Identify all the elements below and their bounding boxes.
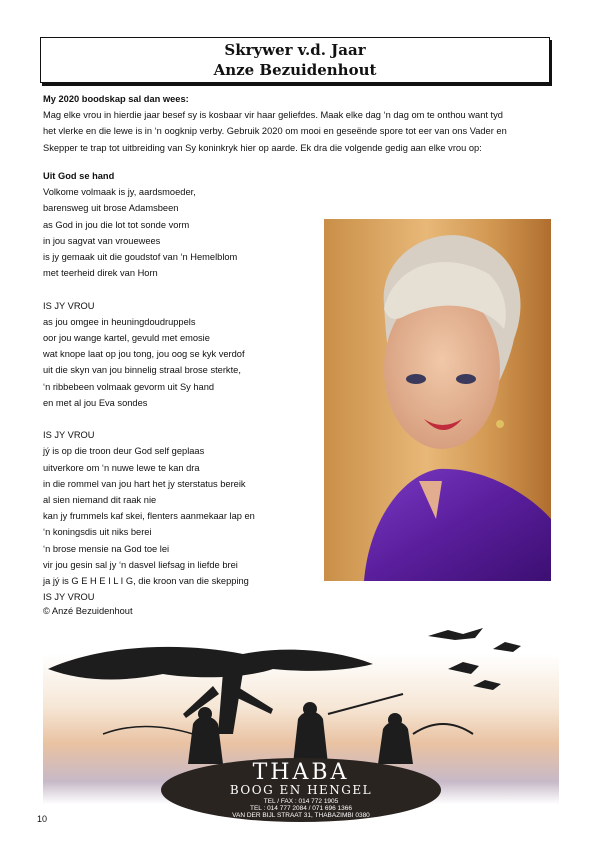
title-line-1: Skrywer v.d. Jaar — [224, 41, 366, 59]
ad-tagline: BOOG EN HENGEL — [229, 783, 373, 797]
poem-line: in jou sagvat van vrouewees — [43, 235, 161, 246]
poem-line: jý is op die troon deur God self geplaas — [43, 446, 205, 457]
poem-line: uit die skyn van jou binnelig straal brose sterkte, — [43, 365, 241, 376]
poem-line: as God in jou die lot tot sonde vorm — [43, 219, 190, 230]
page-number: 10 — [37, 814, 48, 824]
intro-paragraph — [43, 91, 553, 156]
poem-line: vir jou gesin sal jy ‘n dasvel liefsag in liefde brei — [43, 559, 238, 570]
article-title-box — [40, 37, 550, 83]
poem — [43, 168, 323, 605]
stanza-gap — [43, 281, 323, 297]
poem-line: kan jy frummels kaf skei, flenters aanmekaar lap en — [43, 511, 255, 522]
intro-line: Mag elke vrou in hierdie jaar besef sy is kosbaar vir haar geliefdes. Maak elke dag ‘n dag om te onthou want tyd — [43, 110, 503, 121]
ad-address: VAN DER BIJL STRAAT 31, THABAZIMBI 0380 — [232, 812, 370, 819]
stanza-gap — [43, 411, 323, 427]
thaba-advertisement — [43, 624, 559, 824]
poem-line: uitverkore om ‘n nuwe lewe te kan dra — [43, 462, 200, 473]
poem-line: is jy gemaak uit die goudstof van ‘n Hemelblom — [43, 252, 238, 263]
intro-lead: My 2020 boodskap sal dan wees: — [43, 94, 189, 104]
portrait-illustration — [324, 219, 551, 581]
poem-line: IS JY VROU — [43, 592, 95, 603]
poem-line: in die rommel van jou hart het jy sterstatus bereik — [43, 478, 246, 489]
poem-line: barensweg uit brose Adamsbeen — [43, 203, 179, 214]
ad-phone: TEL / FAX : 014 772 1905 — [263, 798, 339, 805]
copyright-notice: © Anzé Bezuidenhout — [43, 606, 133, 616]
poem-line: ‘n ribbebeen volmaak gevorm uit Sy hand — [43, 381, 215, 392]
poem-line: wat knope laat op jou tong, jou oog se kyk verdof — [43, 349, 245, 360]
poem-line: Volkome volmaak is jy, aardsmoeder, — [43, 187, 196, 198]
poem-line: as jou omgee in heuningdoudruppels — [43, 316, 196, 327]
author-portrait — [324, 219, 551, 581]
poem-line: IS JY VROU — [43, 300, 95, 311]
poem-line: IS JY VROU — [43, 430, 95, 441]
poem-line: met teerheid direk van Horn — [43, 268, 158, 279]
ad-cell: TEL : 014 777 2084 / 071 696 1366 — [249, 805, 353, 812]
ad-brand: THABA — [252, 760, 350, 785]
poem-line: al sien niemand dit raak nie — [43, 495, 157, 506]
title-line-2: Anze Bezuidenhout — [213, 61, 377, 79]
intro-line: het vlerke en die lewe is in ‘n oogknip verby. Gebruik 2020 om mooi en geseënde spore tot eer van ons Vader en — [43, 126, 507, 137]
poem-line: ‘n brose mensie na God toe lei — [43, 543, 170, 554]
poem-line: en met al jou Eva sondes — [43, 397, 148, 408]
poem-heading: Uit God se hand — [43, 171, 115, 181]
poem-line: oor jou wange kartel, gevuld met emosie — [43, 333, 210, 344]
intro-line: Skepper te trap tot uitbreiding van Sy koninkryk hier op aarde. Ek dra die volgende gedig aan elke vrou op: — [43, 142, 482, 153]
poem-line: ja jý is G E H E I L I G, die kroon van die skepping — [43, 576, 249, 587]
poem-line: ‘n koningsdis uit niks berei — [43, 527, 152, 538]
